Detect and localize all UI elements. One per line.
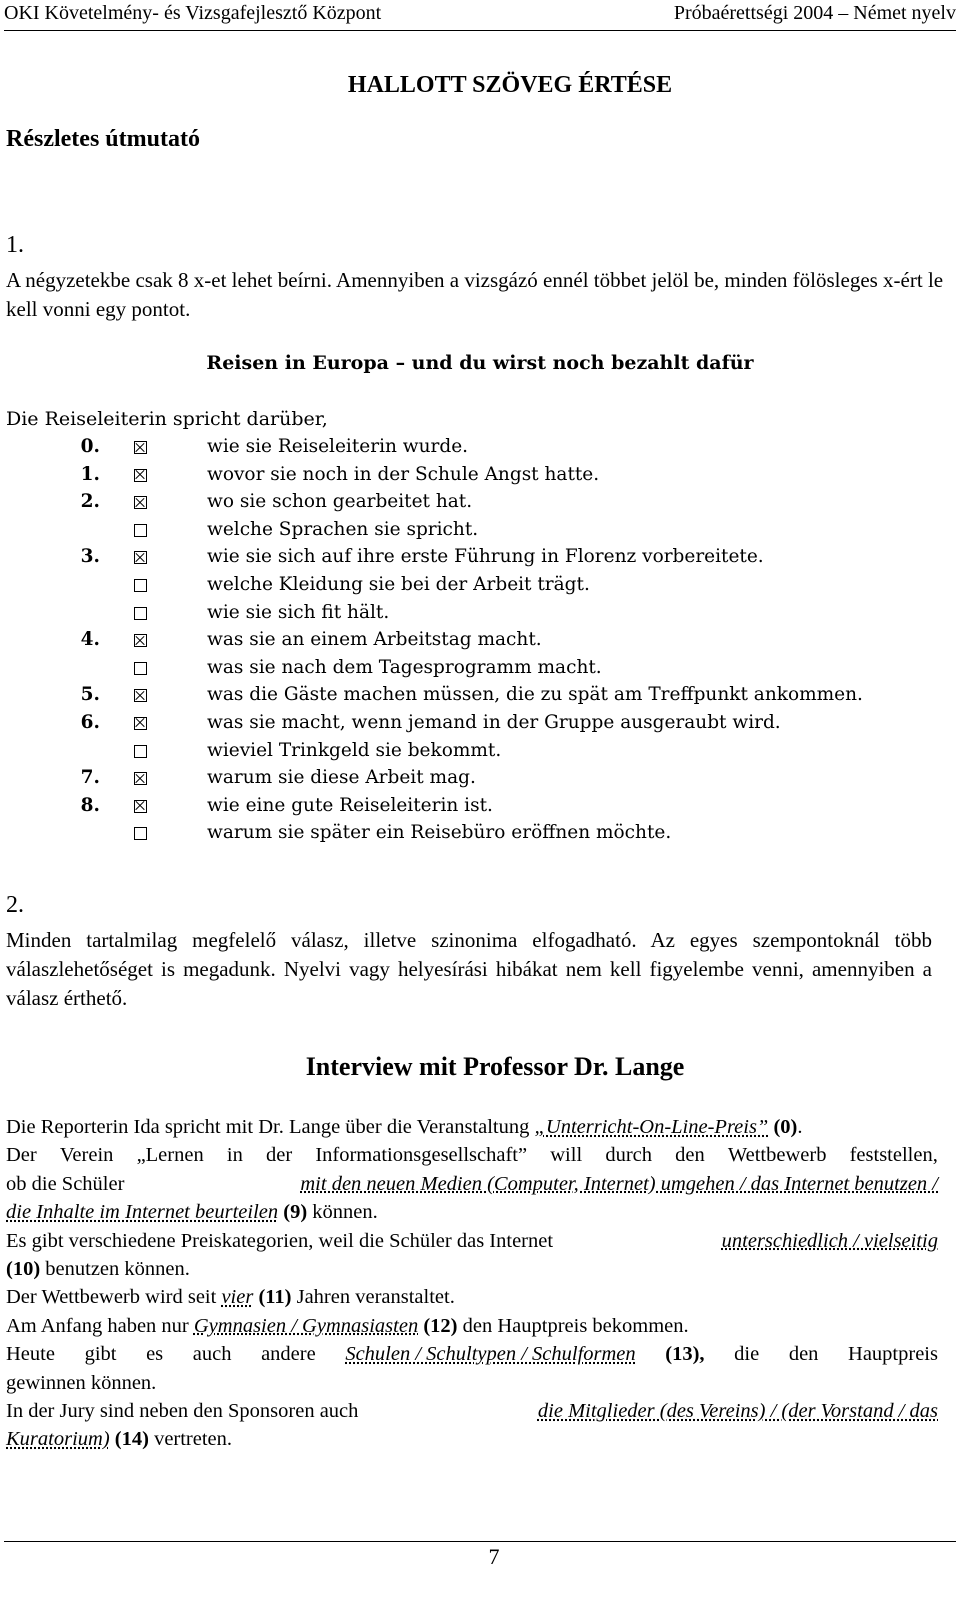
answer-option bbox=[0, 436, 960, 464]
answer-option bbox=[0, 712, 960, 740]
answer-option bbox=[0, 491, 960, 519]
answer-14-part-2: Kuratorium) bbox=[6, 1428, 110, 1451]
option-text: was sie macht, wenn jemand in der Gruppe ausgeraubt wird. bbox=[207, 711, 781, 733]
text-line bbox=[6, 1227, 938, 1255]
word: auch bbox=[192, 1343, 232, 1366]
option-number: 2. bbox=[80, 491, 100, 513]
option-text: wie sie sich fit hält. bbox=[207, 601, 390, 623]
answer-0: „Unterricht-On-Line-Preis” bbox=[534, 1116, 769, 1138]
text-segment: vertreten. bbox=[148, 1428, 233, 1451]
option-text: wieviel Trinkgeld sie bekommt. bbox=[207, 739, 502, 761]
checked-box-icon[interactable] bbox=[134, 441, 147, 454]
item-number: (11) bbox=[253, 1286, 292, 1309]
answer-option bbox=[0, 574, 960, 602]
answer-option bbox=[0, 740, 960, 768]
answer-option bbox=[0, 519, 960, 547]
text-segment: Am Anfang haben nur bbox=[6, 1314, 194, 1337]
header-organization: OKI Követelmény- és Vizsgafejlesztő Központ bbox=[4, 2, 382, 24]
checked-box-icon[interactable] bbox=[134, 634, 147, 647]
option-text: was sie nach dem Tagesprogramm macht. bbox=[207, 656, 602, 678]
header-exam-title: Próbaérettségi 2004 – Német nyelv bbox=[673, 2, 956, 24]
word: andere bbox=[261, 1343, 316, 1366]
text-segment: Jahren veranstaltet. bbox=[291, 1286, 455, 1309]
option-number: 6. bbox=[80, 711, 100, 733]
answer-14-part-1: die Mitglieder (des Vereins) / (der Vorstand / das bbox=[537, 1400, 938, 1423]
item-number: (13), bbox=[665, 1343, 705, 1366]
text-segment: In der Jury sind neben den Sponsoren auch bbox=[6, 1400, 359, 1423]
answer-option bbox=[0, 657, 960, 685]
header-rule bbox=[4, 30, 956, 31]
word: den bbox=[675, 1144, 705, 1167]
checked-box-icon[interactable] bbox=[134, 772, 147, 785]
checked-box-icon[interactable] bbox=[134, 717, 147, 730]
answer-option bbox=[0, 602, 960, 630]
option-text: was die Gäste machen müssen, die zu spät am Treffpunkt ankommen. bbox=[207, 684, 863, 706]
empty-box-icon[interactable] bbox=[134, 607, 147, 620]
text-segment: Es gibt verschiedene Preiskategorien, weil die Schüler das Internet bbox=[6, 1229, 554, 1252]
text-segment: benutzen können. bbox=[40, 1258, 190, 1281]
empty-box-icon[interactable] bbox=[134, 827, 147, 840]
page-header bbox=[0, 2, 960, 28]
checked-box-icon[interactable] bbox=[134, 800, 147, 813]
word: will bbox=[550, 1144, 583, 1167]
item-number: (0) bbox=[768, 1116, 798, 1138]
text-segment: ob die Schüler bbox=[6, 1172, 125, 1195]
empty-box-icon[interactable] bbox=[134, 579, 147, 592]
checked-box-icon[interactable] bbox=[134, 689, 147, 702]
answer-9-part-1: mit den neuen Medien (Computer, Internet) umgehen / das Internet benutzen / bbox=[300, 1172, 938, 1195]
text-line bbox=[6, 1170, 938, 1198]
option-text: warum sie später ein Reisebüro eröffnen möchte. bbox=[207, 822, 672, 844]
word: der bbox=[265, 1144, 293, 1167]
option-text: warum sie diese Arbeit mag. bbox=[207, 767, 476, 789]
text-segment: . bbox=[797, 1116, 803, 1138]
word: Der bbox=[6, 1144, 37, 1167]
word: in bbox=[226, 1144, 243, 1167]
answer-10: unterschiedlich / vielseitig bbox=[721, 1229, 938, 1252]
answer-option bbox=[0, 546, 960, 574]
option-text: was sie an einem Arbeitstag macht. bbox=[207, 629, 542, 651]
section-1-number: 1. bbox=[6, 232, 24, 258]
text-line bbox=[6, 1113, 938, 1141]
task-1-title: Reisen in Europa – und du wirst noch bezahlt dafür bbox=[206, 352, 754, 374]
task-2-title: Interview mit Professor Dr. Lange bbox=[305, 1052, 685, 1081]
word: durch bbox=[605, 1144, 652, 1167]
answer-option bbox=[0, 767, 960, 795]
text-line bbox=[6, 1255, 938, 1283]
answer-option bbox=[0, 795, 960, 823]
word: Hauptpreis bbox=[848, 1343, 938, 1366]
item-number: (9) bbox=[278, 1201, 308, 1224]
text-line bbox=[6, 1425, 938, 1453]
word: Verein bbox=[59, 1144, 114, 1167]
answer-option bbox=[0, 822, 960, 850]
answer-12: Gymnasien / Gymnasiasten bbox=[193, 1314, 419, 1337]
empty-box-icon[interactable] bbox=[134, 662, 147, 675]
option-text: wie eine gute Reiseleiterin ist. bbox=[207, 794, 493, 816]
text-line bbox=[6, 1312, 938, 1340]
item-number: (10) bbox=[6, 1258, 41, 1281]
word: gibt bbox=[84, 1343, 117, 1366]
word: den bbox=[788, 1343, 819, 1366]
answer-option bbox=[0, 629, 960, 657]
option-text: welche Kleidung sie bei der Arbeit trägt. bbox=[207, 573, 590, 595]
word: Heute bbox=[6, 1343, 55, 1366]
text-segment: den Hauptpreis bekommen. bbox=[457, 1314, 689, 1337]
answer-13: Schulen / Schultypen / Schulformen bbox=[345, 1343, 636, 1366]
option-number: 3. bbox=[80, 546, 100, 568]
word: die bbox=[734, 1343, 760, 1366]
text-line bbox=[6, 1397, 938, 1425]
option-number: 1. bbox=[80, 463, 100, 485]
text-segment: Die Reporterin Ida spricht mit Dr. Lange über die Veranstaltung bbox=[6, 1116, 535, 1138]
option-number: 7. bbox=[80, 767, 100, 789]
text-line bbox=[6, 1283, 938, 1311]
page-title: HALLOTT SZÖVEG ÉRTÉSE bbox=[347, 72, 673, 98]
task-1-intro: Die Reiseleiterin spricht darüber, bbox=[6, 408, 328, 430]
text-segment: Der Wettbewerb wird seit bbox=[6, 1286, 222, 1309]
empty-box-icon[interactable] bbox=[134, 524, 147, 537]
option-text: wie sie sich auf ihre erste Führung in Florenz vorbereitete. bbox=[207, 546, 764, 568]
word: Informationsgesellschaft” bbox=[315, 1144, 528, 1167]
text-segment: können. bbox=[307, 1201, 378, 1224]
option-text: wo sie schon gearbeitet hat. bbox=[207, 491, 473, 513]
option-text: wovor sie noch in der Schule Angst hatte. bbox=[207, 463, 600, 485]
option-text: welche Sprachen sie spricht. bbox=[207, 518, 479, 540]
answer-list bbox=[0, 436, 960, 850]
answer-11: vier bbox=[221, 1286, 254, 1309]
interview-answer-text bbox=[6, 1113, 938, 1454]
section-1-instruction: A négyzetekbe csak 8 x-et lehet beírni. Amennyiben a vizsgázó ennél többet jelöl be, minden fölösleges x-ért le kell vonni egy pontot. bbox=[6, 268, 944, 321]
checked-box-icon[interactable] bbox=[134, 496, 147, 509]
item-number: (12) bbox=[418, 1314, 458, 1337]
checked-box-icon[interactable] bbox=[134, 551, 147, 564]
text-line bbox=[6, 1141, 938, 1169]
word: „Lernen bbox=[136, 1144, 204, 1167]
answer-option bbox=[0, 464, 960, 492]
page-number: 7 bbox=[488, 1544, 500, 1569]
empty-box-icon[interactable] bbox=[134, 745, 147, 758]
footer-rule bbox=[4, 1541, 956, 1542]
answer-option bbox=[0, 684, 960, 712]
option-number: 0. bbox=[80, 436, 100, 457]
item-number: (14) bbox=[109, 1428, 149, 1451]
word: es bbox=[146, 1343, 164, 1366]
word: Wettbewerb bbox=[727, 1144, 827, 1167]
option-text: wie sie Reiseleiterin wurde. bbox=[207, 436, 469, 457]
answer-9-part-2: die Inhalte im Internet beurteilen bbox=[6, 1201, 279, 1224]
option-number: 8. bbox=[80, 794, 100, 816]
checked-box-icon[interactable] bbox=[134, 469, 147, 482]
text-line bbox=[6, 1198, 938, 1226]
text-line bbox=[6, 1340, 938, 1368]
text-line: gewinnen können. bbox=[6, 1371, 157, 1394]
option-number: 5. bbox=[80, 684, 100, 706]
word: feststellen, bbox=[849, 1144, 938, 1167]
section-2-number: 2. bbox=[6, 892, 24, 918]
page-subtitle: Részletes útmutató bbox=[6, 126, 200, 152]
option-number: 4. bbox=[80, 629, 100, 651]
section-2-instruction: Minden tartalmilag megfelelő válasz, illetve szinonima elfogadható. Az egyes szempontoknál több válaszlehetőséget is megadunk. Nyelvi vagy helyesírási hibákat nem kell figyelembe venni, amennyiben a válasz érthető. bbox=[6, 928, 932, 1010]
